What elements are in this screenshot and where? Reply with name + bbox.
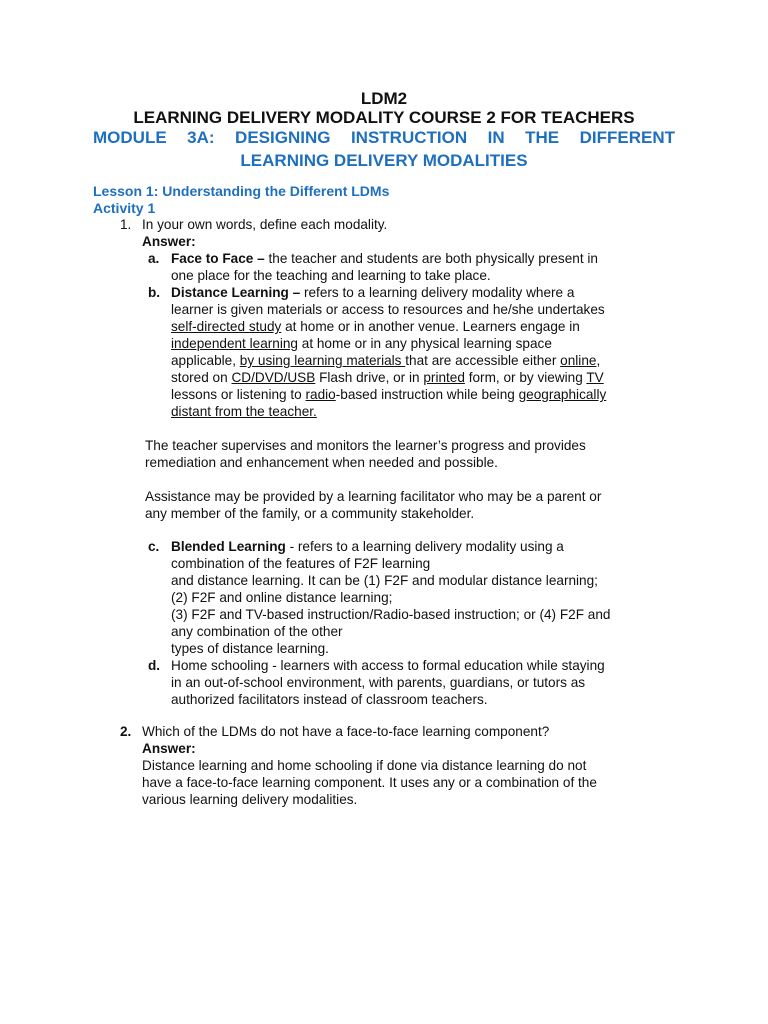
item-c-line2: combination of the features of F2F learning [171, 556, 431, 571]
paragraph-assistance-line2: any member of the family, or a community stakeholder. [145, 506, 475, 521]
lesson-title: Lesson 1: Understanding the Different LDMs [93, 183, 390, 199]
item-b-line6 [171, 370, 604, 387]
q1-question: In your own words, define each modality. [142, 217, 388, 232]
term-learning-materials: by using learning materials [239, 353, 406, 368]
item-b-text7a: lessons or listening to [171, 387, 306, 402]
term-cd-dvd-usb: CD/DVD/USB [231, 370, 316, 385]
paragraph-supervision-line1: The teacher supervises and monitors the learner’s progress and provides [145, 438, 586, 453]
term-online: online [560, 353, 597, 368]
item-d-marker: d. [148, 658, 161, 673]
item-c-marker: c. [148, 539, 160, 554]
item-c-line3: and distance learning. It can be (1) F2F and modular distance learning; [171, 573, 598, 588]
paragraph-assistance-line1: Assistance may be provided by a learning facilitator who may be a parent or [145, 489, 602, 504]
item-c-line5: (3) F2F and TV-based instruction/Radio-based instruction; or (4) F2F and [171, 607, 611, 622]
item-b-text3: at home or in another venue. Learners engage in [281, 319, 580, 334]
item-c-line6: any combination of the other [171, 624, 343, 639]
q2-number: 2. [120, 724, 132, 739]
item-b-line2: learner is given materials or access to resources and he/she undertakes [171, 302, 605, 317]
item-b-marker: b. [148, 285, 161, 300]
item-c-line1 [171, 539, 564, 556]
module-title-line1: MODULE 3A: DESIGNING INSTRUCTION IN THE DIFFERENT [93, 128, 675, 147]
item-b-text6c: form, or by viewing [464, 370, 587, 385]
term-radio: radio [305, 387, 336, 402]
item-b-text5b: that are accessible either [405, 353, 561, 368]
item-b-line1 [171, 285, 574, 302]
course-title: LEARNING DELIVERY MODALITY COURSE 2 FOR TEACHERS [133, 108, 635, 127]
item-c-text1: - refers to a learning delivery modality using a [285, 539, 564, 554]
term-independent-learning: independent learning [171, 336, 298, 351]
term-printed: printed [423, 370, 465, 385]
q2-answer-line1: Distance learning and home schooling if done via distance learning do not [142, 758, 587, 773]
item-c-line7: types of distance learning. [171, 641, 329, 656]
q2-answer-line2: have a face-to-face learning component. It uses any or a combination of the [142, 775, 597, 790]
item-b-text5c: , [596, 353, 601, 368]
item-b-line4 [171, 336, 552, 353]
item-a-line2: one place for the teaching and learning to take place. [171, 268, 491, 283]
item-b-text4: at home or in any physical learning space [297, 336, 552, 351]
item-b-line8 [171, 404, 317, 421]
term-self-directed-study: self-directed study [171, 319, 282, 334]
item-b-line7 [171, 387, 606, 404]
item-c-line4: (2) F2F and online distance learning; [171, 590, 393, 605]
item-b-text6a: stored on [171, 370, 232, 385]
term-tv: TV [586, 370, 604, 385]
term-distant-from-teacher: distant from the teacher. [171, 404, 317, 419]
item-c-term: Blended Learning [171, 539, 286, 554]
q1-number: 1. [120, 217, 132, 232]
item-b-text5a: applicable, [171, 353, 240, 368]
module-title-line2: LEARNING DELIVERY MODALITIES [240, 151, 528, 170]
item-a-term: Face to Face – [171, 251, 265, 266]
item-b-term: Distance Learning – [171, 285, 301, 300]
item-b-line5 [171, 353, 600, 370]
item-b-text6b: Flash drive, or in [315, 370, 424, 385]
activity-title: Activity 1 [93, 200, 156, 216]
item-b-text1: refers to a learning delivery modality where a [300, 285, 575, 300]
item-d-line1: Home schooling - learners with access to formal education while staying [171, 658, 605, 673]
q2-answer-label: Answer: [142, 741, 196, 756]
q2-answer-line3: various learning delivery modalities. [142, 792, 358, 807]
q2-question: Which of the LDMs do not have a face-to-face learning component? [142, 724, 550, 739]
document-code: LDM2 [360, 89, 408, 108]
item-d-line3: authorized facilitators instead of classroom teachers. [171, 692, 488, 707]
item-b-line3 [171, 319, 580, 336]
item-b-text7b: -based instruction while being [335, 387, 519, 402]
item-a-marker: a. [148, 251, 160, 266]
item-a-text1: the teacher and students are both physically present in [264, 251, 598, 266]
paragraph-supervision-line2: remediation and enhancement when needed and possible. [145, 455, 498, 470]
term-geographically: geographically [518, 387, 607, 402]
q1-answer-label: Answer: [142, 234, 196, 249]
item-d-line2: in an out-of-school environment, with parents, guardians, or tutors as [171, 675, 586, 690]
item-a-line1 [171, 251, 671, 268]
